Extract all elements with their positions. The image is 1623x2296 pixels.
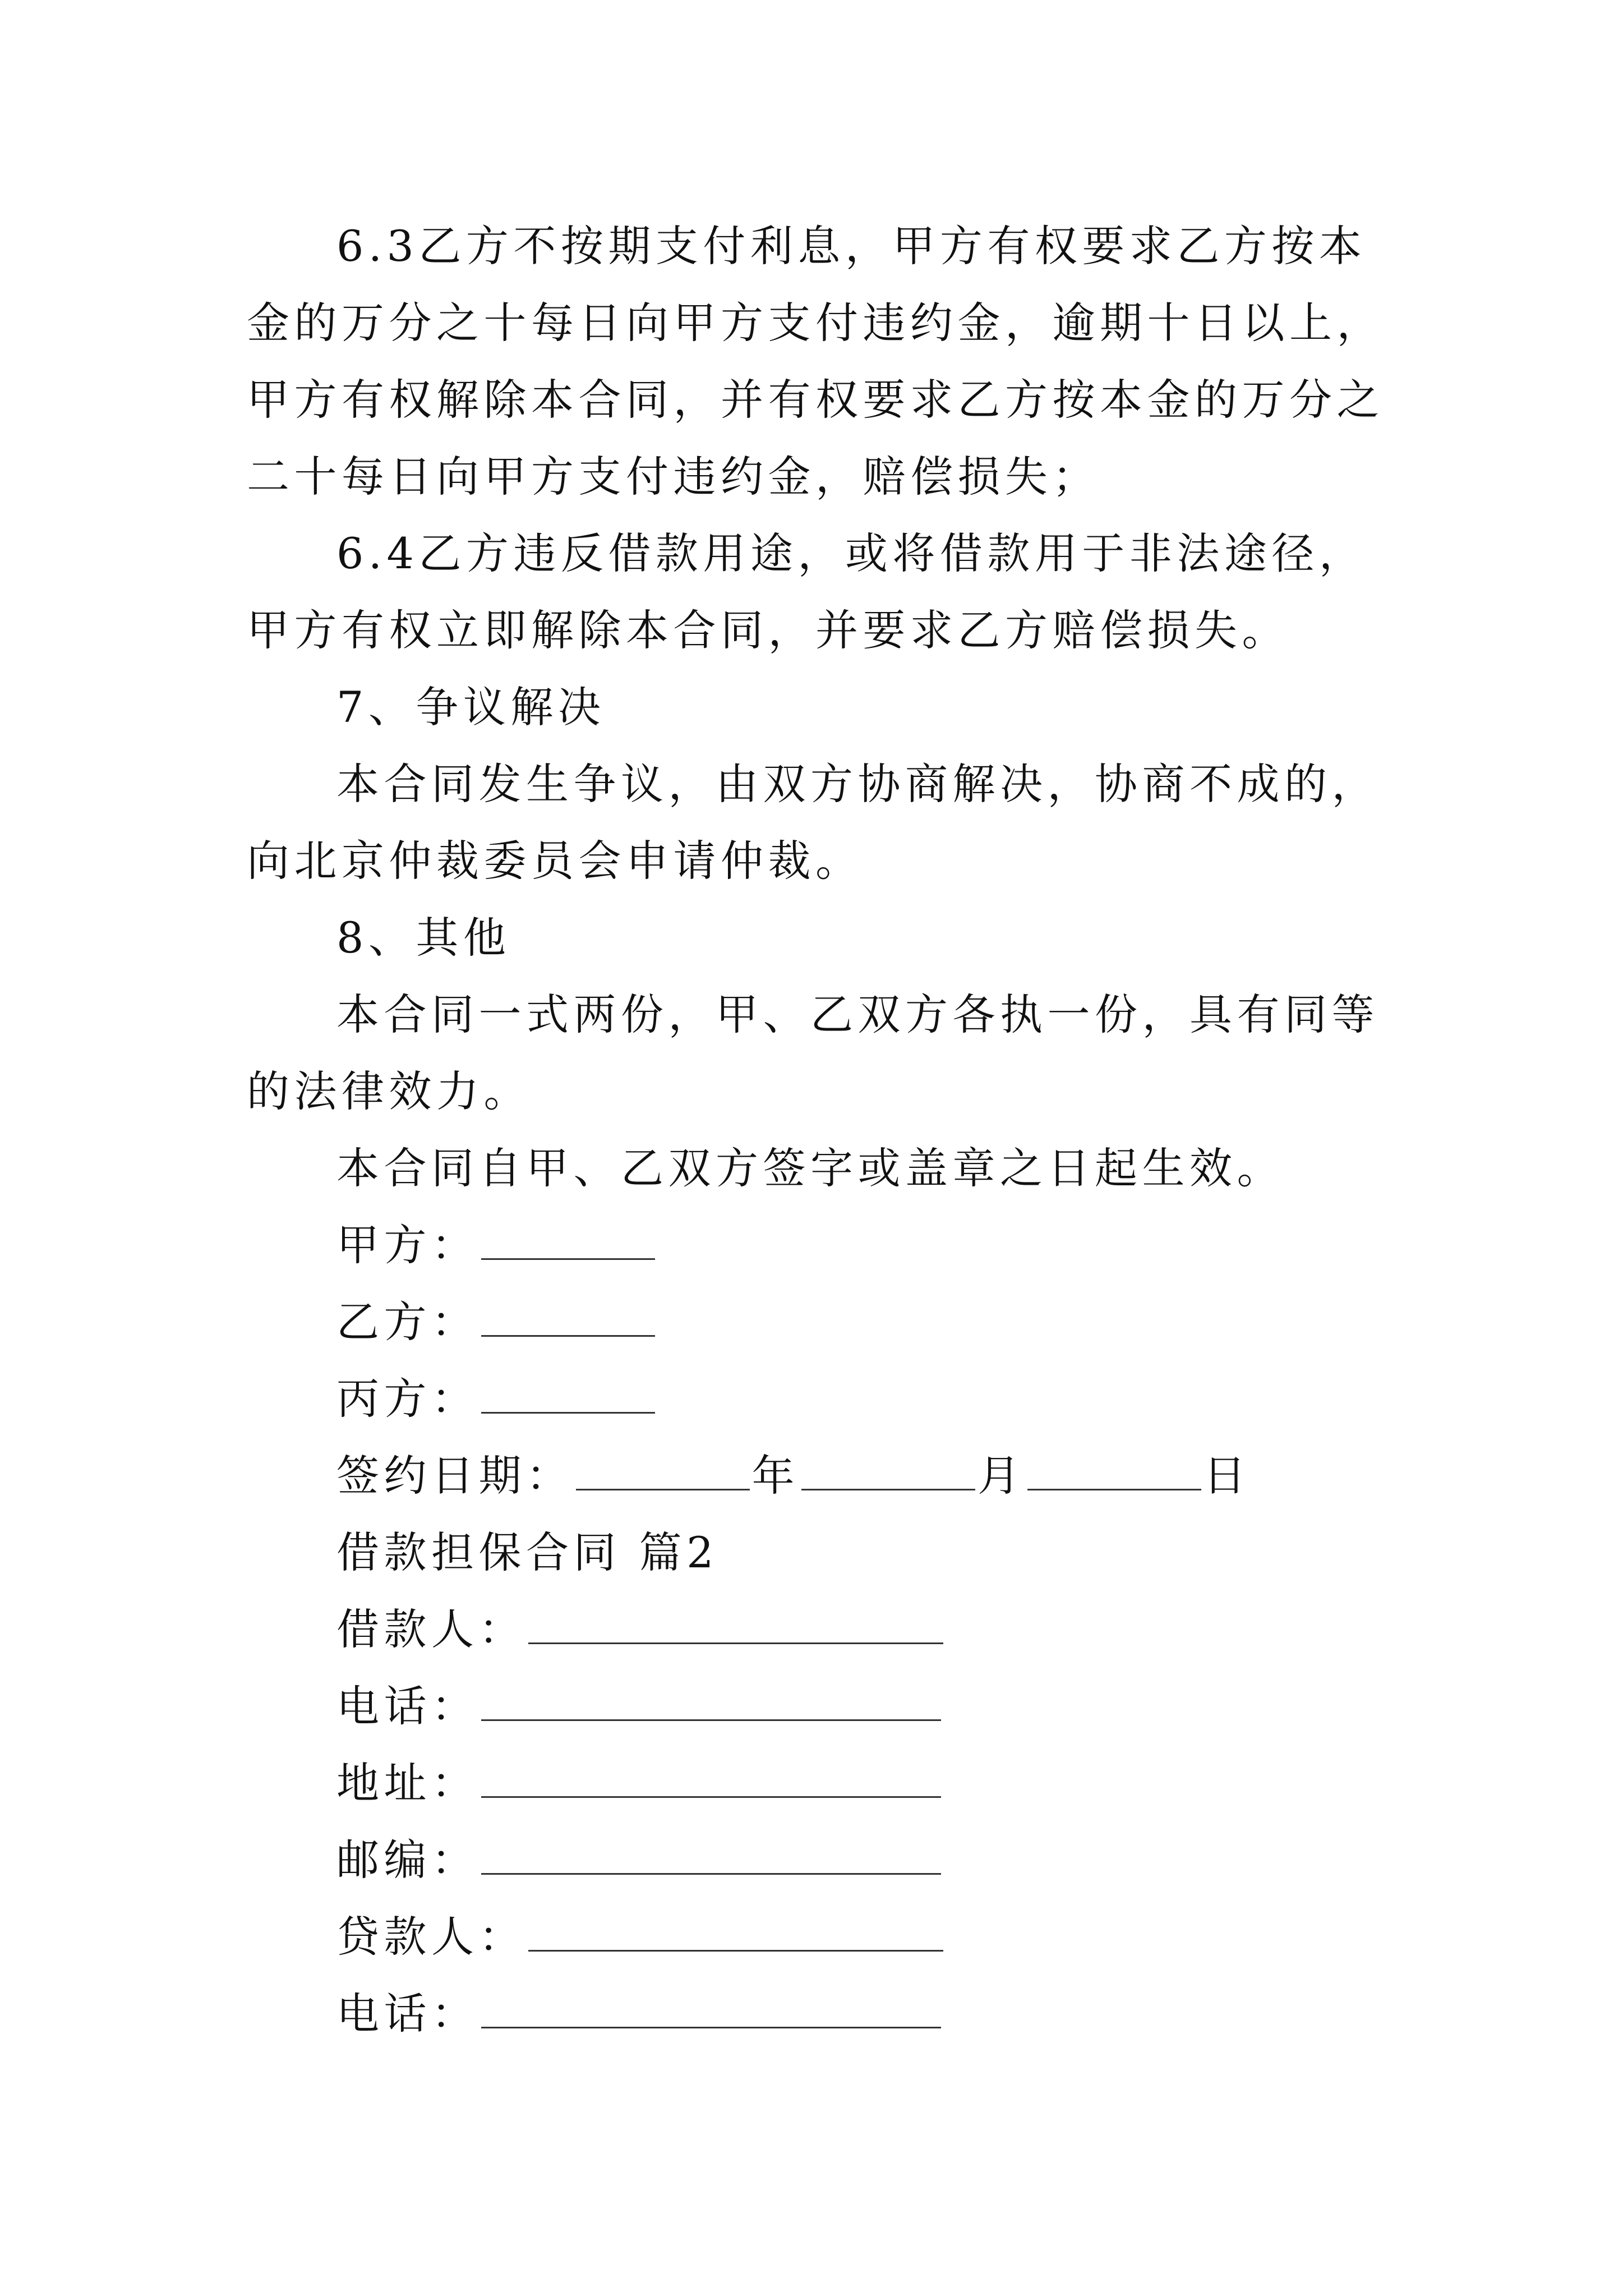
clause-6-3: 6.3乙方不按期支付利息，甲方有权要求乙方按本金的万分之十每日向甲方支付违约金，逾期十日以上，甲方有权解除本合同，并有权要求乙方按本金的万分之二十每日向甲方支付违约金，赔偿损失；: [247, 221, 1384, 501]
party-c-line: [247, 1360, 1391, 1437]
clause-8-copies: 本合同一式两份，甲、乙双方各执一份，具有同等的法律效力。: [247, 990, 1379, 1116]
clause-7: 本合同发生争议，由双方协商解决，协商不成的，向北京仲裁委员会申请仲裁。: [247, 759, 1379, 886]
year-label: 年: [751, 1451, 799, 1501]
party-b-label: 乙方：: [336, 1297, 479, 1347]
party-b-blank[interactable]: [481, 1287, 655, 1337]
clause-8-effective: 本合同自甲、乙双方签字或盖章之日起生效。: [336, 1143, 1284, 1193]
party-c-label: 丙方：: [336, 1374, 479, 1424]
party-a-line: [247, 1207, 1391, 1283]
lender-label: 贷款人：: [336, 1912, 526, 1962]
postcode-line: [247, 1821, 1391, 1898]
phone-blank-1[interactable]: [481, 1671, 941, 1721]
borrower-line: [247, 1591, 1391, 1668]
borrower-blank[interactable]: [528, 1594, 943, 1644]
phone-label-1: 电话：: [336, 1681, 479, 1731]
borrower-label: 借款人：: [336, 1604, 526, 1654]
year-blank[interactable]: [576, 1441, 750, 1490]
phone-label-2: 电话：: [336, 1989, 479, 2039]
document-body: [247, 208, 1391, 2052]
heading-other: 8、其他: [336, 913, 511, 963]
phone-line-1: [247, 1668, 1391, 1745]
party-c-blank[interactable]: [481, 1364, 655, 1414]
lender-line: [247, 1898, 1391, 1975]
postcode-label: 邮编：: [336, 1835, 479, 1885]
month-label: 月: [978, 1451, 1025, 1501]
day-label: 日: [1203, 1451, 1251, 1501]
address-blank[interactable]: [481, 1748, 941, 1798]
month-blank[interactable]: [801, 1441, 975, 1490]
address-line: [247, 1745, 1391, 1821]
party-a-blank[interactable]: [481, 1210, 655, 1260]
party-b-line: [247, 1283, 1391, 1360]
clause-6-4: 6.4乙方违反借款用途，或将借款用于非法途径，甲方有权立即解除本合同，并要求乙方赔偿损失。: [247, 528, 1367, 655]
heading-dispute-resolution: 7、争议解决: [336, 682, 606, 732]
postcode-blank[interactable]: [481, 1825, 941, 1875]
phone-blank-2[interactable]: [481, 1978, 941, 2028]
day-blank[interactable]: [1027, 1441, 1201, 1490]
lender-blank[interactable]: [528, 1902, 943, 1952]
section-2-title: 借款担保合同 篇2: [336, 1527, 719, 1577]
address-label: 地址：: [336, 1758, 479, 1808]
signing-date-line: [247, 1437, 1391, 1514]
phone-line-2: [247, 1975, 1391, 2052]
signing-date-label: 签约日期：: [336, 1451, 574, 1501]
party-a-label: 甲方：: [336, 1220, 479, 1270]
